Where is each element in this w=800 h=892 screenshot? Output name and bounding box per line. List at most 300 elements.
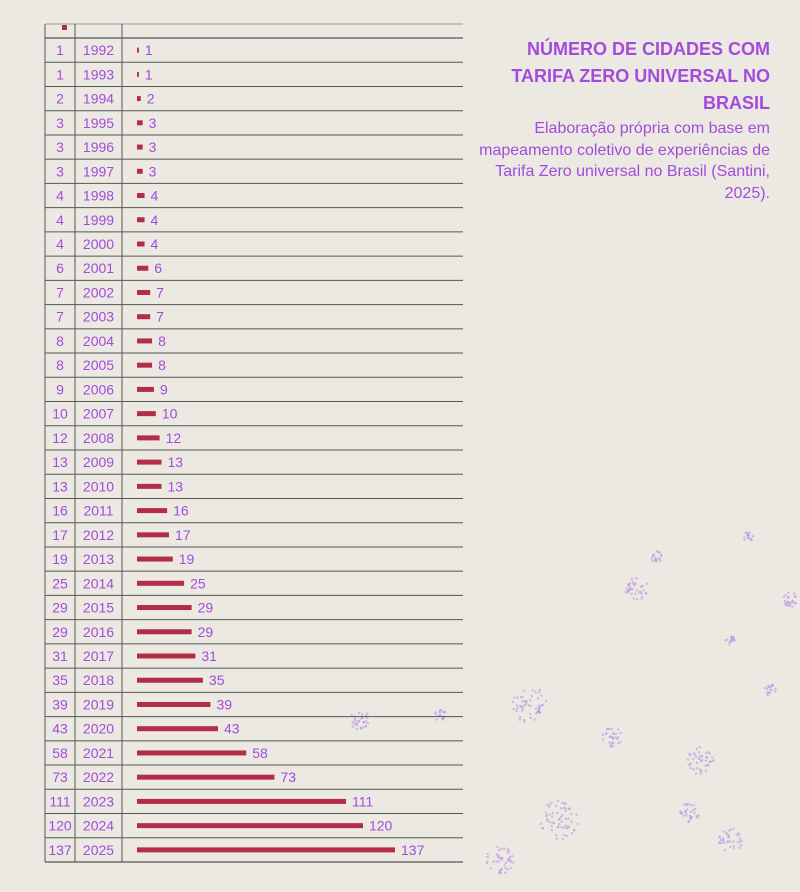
decorative-dot	[360, 727, 362, 729]
decorative-dot	[529, 717, 531, 719]
decorative-dot	[794, 602, 796, 604]
decorative-dot	[523, 700, 525, 702]
decorative-dot	[610, 746, 612, 748]
decorative-dot	[519, 718, 521, 720]
decorative-dot	[787, 592, 789, 594]
table-row	[56, 212, 158, 228]
decorative-dot	[698, 751, 700, 753]
decorative-dot	[728, 834, 730, 836]
decorative-dot	[512, 861, 514, 863]
decorative-dot	[687, 758, 689, 760]
decorative-dot	[548, 821, 550, 823]
decorative-dot	[365, 720, 367, 722]
decorative-dot	[785, 594, 787, 596]
value-cell: 13	[52, 478, 68, 495]
value-cell: 58	[52, 744, 68, 761]
decorative-dot	[362, 726, 364, 728]
table-row	[56, 115, 157, 131]
decorative-dot	[575, 813, 577, 815]
decorative-dot	[605, 732, 607, 734]
table-row	[52, 696, 232, 712]
year-label: 1996	[82, 139, 115, 156]
decorative-dot	[504, 872, 506, 874]
table-row	[56, 139, 157, 155]
decorative-dot	[523, 704, 525, 706]
decorative-dot	[535, 707, 537, 709]
decorative-dot	[556, 838, 558, 840]
decorative-dot	[566, 827, 568, 829]
decorative-dot	[739, 837, 741, 839]
value-cell: 8	[56, 332, 64, 349]
table-row	[48, 842, 424, 858]
decorative-dot	[609, 728, 611, 730]
bar-value-label: 4	[150, 211, 159, 228]
decorative-dot	[557, 800, 559, 802]
decorative-dot	[707, 764, 709, 766]
value-cell: 3	[56, 163, 64, 180]
year-label: 2024	[82, 817, 115, 834]
decorative-dot	[704, 765, 706, 767]
decorative-dot	[546, 820, 548, 822]
decorative-dot	[683, 803, 685, 805]
decorative-dot	[696, 748, 698, 750]
decorative-dot	[441, 718, 443, 720]
decorative-dot	[787, 597, 789, 599]
decorative-dot	[629, 582, 631, 584]
decorative-dot	[737, 841, 739, 843]
bar-value-label: 58	[252, 744, 268, 761]
decorative-dot	[690, 811, 692, 813]
value-cell: 1	[56, 42, 64, 59]
year-label: 1994	[82, 90, 115, 107]
decorative-dot	[565, 807, 567, 809]
table-row	[56, 357, 166, 373]
decorative-dot	[549, 803, 551, 805]
decorative-dot	[365, 725, 367, 727]
year-label: 2007	[82, 405, 115, 422]
year-label: 2021	[82, 744, 115, 761]
decorative-dot	[521, 700, 523, 702]
decorative-dot	[510, 867, 512, 869]
value-cell: 73	[52, 769, 68, 786]
decorative-dot	[771, 689, 773, 691]
decorative-dot	[733, 840, 735, 842]
bar-value-label: 6	[154, 260, 163, 277]
decorative-dot	[660, 555, 662, 557]
decorative-dot	[551, 822, 553, 824]
decorative-dot	[701, 759, 703, 761]
decorative-dot	[538, 705, 540, 707]
decorative-dot	[357, 720, 359, 722]
bar	[137, 48, 139, 53]
decorative-dot	[539, 689, 541, 691]
decorative-dot	[546, 804, 548, 806]
decorative-dot	[516, 707, 518, 709]
bar-value-label: 73	[280, 769, 297, 786]
decorative-dot	[537, 707, 539, 709]
table-row	[49, 793, 373, 809]
decorative-dot	[612, 732, 614, 734]
decorative-dot	[730, 828, 732, 830]
decorative-dot	[727, 840, 729, 842]
bar-value-label: 43	[223, 720, 240, 737]
decorative-dot	[689, 815, 691, 817]
bar	[137, 678, 203, 683]
year-label: 2015	[82, 599, 115, 616]
value-cell: 6	[56, 260, 64, 277]
decorative-dot	[617, 742, 619, 744]
decorative-dot	[646, 582, 648, 584]
decorative-dot	[513, 697, 515, 699]
year-label: 1997	[82, 163, 115, 180]
decorative-dot	[521, 710, 523, 712]
bar	[137, 605, 192, 610]
chart-subtitle: Elaboração própria com base em mapeamento coletivo de experiências de Tarifa Zero universal no Brasil (Santini, 2025).	[479, 120, 770, 202]
decorative-dot	[551, 825, 553, 827]
decorative-dot	[744, 532, 746, 534]
decorative-dot	[642, 589, 644, 591]
decorative-dot	[726, 833, 728, 835]
bar	[137, 266, 148, 271]
decorative-dot	[658, 557, 660, 559]
decorative-dot	[688, 753, 690, 755]
year-label: 2025	[82, 841, 115, 858]
bar	[137, 847, 395, 852]
bar	[137, 823, 363, 828]
decorative-dot	[490, 867, 492, 869]
bar-value-label: 35	[208, 672, 225, 689]
bar-value-label: 2	[146, 90, 155, 107]
table-row	[52, 672, 224, 688]
decorative-dot	[619, 732, 621, 734]
value-cell: 29	[52, 599, 68, 616]
decorative-dot	[653, 553, 655, 555]
decorative-dot	[687, 821, 689, 823]
decorative-dot	[486, 862, 488, 864]
bar	[137, 72, 139, 77]
value-cell: 17	[52, 526, 68, 543]
bar	[137, 314, 150, 319]
bar-value-label: 29	[197, 623, 214, 640]
decorative-dot	[520, 706, 522, 708]
decorative-dot	[679, 810, 681, 812]
decorative-dot	[610, 743, 612, 745]
value-cell: 19	[52, 551, 68, 568]
table-row	[52, 454, 183, 470]
bar	[137, 484, 161, 489]
decorative-dot	[632, 581, 634, 583]
decorative-dot	[507, 851, 509, 853]
decorative-dot	[636, 589, 638, 591]
decorative-dot	[766, 688, 768, 690]
decorative-dot	[561, 802, 563, 804]
value-cell: 7	[56, 284, 64, 301]
bar	[137, 217, 145, 222]
year-label: 2000	[82, 236, 115, 252]
decorative-dot	[366, 712, 368, 714]
table-row	[56, 163, 157, 179]
decorative-dot	[515, 710, 517, 712]
decorative-dot	[686, 808, 688, 810]
bar	[137, 654, 195, 659]
decorative-dot	[733, 639, 735, 641]
bar	[137, 411, 156, 416]
decorative-dot	[682, 815, 684, 817]
table-row	[52, 503, 189, 519]
decorative-dot	[558, 823, 560, 825]
decorative-dot	[769, 686, 771, 688]
decorative-dot	[690, 767, 692, 769]
bar	[137, 193, 145, 198]
decorative-dot	[718, 841, 720, 843]
decorative-dot	[658, 551, 660, 553]
decorative-dot	[548, 806, 550, 808]
bar-value-label: 3	[148, 114, 157, 131]
decorative-dot	[718, 836, 720, 838]
bar-value-label: 7	[156, 308, 164, 325]
table-row	[52, 745, 268, 761]
decorative-dot	[791, 606, 793, 608]
year-label: 2002	[82, 284, 115, 301]
year-label: 2001	[82, 260, 115, 277]
decorative-dot	[363, 721, 365, 723]
decorative-dot	[774, 688, 776, 690]
decorative-dot	[563, 834, 565, 836]
decorative-dot	[523, 719, 525, 721]
bar	[137, 799, 346, 804]
decorative-dot	[656, 550, 658, 552]
decorative-dot	[564, 803, 566, 805]
value-cell: 120	[48, 817, 72, 834]
decorative-dot	[570, 821, 572, 823]
decorative-dot	[791, 600, 793, 602]
decorative-dot	[631, 593, 633, 595]
decorative-dot	[692, 758, 694, 760]
year-label: 2020	[82, 720, 115, 737]
decorative-dot	[705, 770, 707, 772]
decorative-dot	[724, 849, 726, 851]
table-row	[52, 769, 296, 785]
value-cell: 4	[56, 236, 64, 252]
decorative-dot	[636, 598, 638, 600]
decorative-dot	[730, 641, 732, 643]
decorative-dot	[507, 868, 509, 870]
value-cell: 4	[56, 187, 64, 204]
bar	[137, 363, 152, 368]
table-row	[56, 260, 162, 276]
year-label: 2013	[82, 551, 115, 568]
year-label: 1995	[82, 114, 115, 131]
decorative-dot	[733, 828, 735, 830]
bar	[137, 629, 192, 634]
decorative-dot	[690, 804, 692, 806]
decorative-dot	[512, 701, 514, 703]
decorative-dot	[571, 832, 573, 834]
decorative-dot	[713, 759, 715, 761]
decorative-dot	[685, 812, 687, 814]
decorative-dot	[699, 768, 701, 770]
decorative-dot	[516, 704, 518, 706]
table-row	[56, 66, 153, 82]
decorative-dot	[505, 867, 507, 869]
decorative-dot	[549, 813, 551, 815]
decorative-dot	[639, 591, 641, 593]
bar	[137, 169, 143, 174]
bar-value-label: 7	[156, 284, 164, 301]
decorative-dot	[538, 691, 540, 693]
year-label: 2019	[82, 696, 115, 713]
decorative-dot	[503, 847, 505, 849]
decorative-dot	[747, 534, 749, 536]
value-cell: 35	[52, 672, 68, 689]
decorative-dot	[693, 812, 695, 814]
decorative-dot	[738, 847, 740, 849]
value-cell: 1	[56, 66, 64, 83]
bar-value-label: 4	[150, 236, 159, 252]
decorative-dot	[705, 752, 707, 754]
table-row	[56, 284, 164, 300]
decorative-dot	[496, 853, 498, 855]
decorative-dot	[356, 723, 358, 725]
decorative-dot	[609, 736, 611, 738]
decorative-dot	[767, 685, 769, 687]
decorative-dot	[732, 845, 734, 847]
table-row	[56, 188, 158, 204]
decorative-dot	[705, 760, 707, 762]
decorative-dot	[573, 829, 575, 831]
decorative-dot	[534, 691, 536, 693]
bar-value-label: 25	[190, 575, 206, 592]
decorative-dot	[720, 839, 722, 841]
decorative-dot	[505, 862, 507, 864]
bar	[137, 145, 143, 150]
decorative-dot	[498, 849, 500, 851]
decorative-dot	[366, 717, 368, 719]
decorative-dot	[627, 589, 629, 591]
decorative-dot	[500, 848, 502, 850]
decorative-dot	[507, 848, 509, 850]
decorative-dot	[612, 741, 614, 743]
decorative-dot	[565, 825, 567, 827]
decorative-dot	[736, 834, 738, 836]
table-row	[56, 42, 153, 58]
decorative-dot	[645, 592, 647, 594]
decorative-dot	[722, 839, 724, 841]
year-label: 1998	[82, 187, 115, 204]
decorative-dot	[434, 711, 436, 713]
table-row	[56, 91, 155, 107]
decorative-dot	[565, 818, 567, 820]
decorative-dot	[617, 736, 619, 738]
decorative-dot	[732, 636, 734, 638]
decorative-dot	[577, 823, 579, 825]
decorative-dot	[568, 808, 570, 810]
bar	[137, 387, 154, 392]
decorative-dot	[532, 689, 534, 691]
decorative-dot	[556, 812, 558, 814]
decorative-dot	[566, 835, 568, 837]
decorative-dot	[487, 853, 489, 855]
value-cell: 31	[52, 648, 68, 664]
value-cell: 16	[52, 502, 68, 519]
table-row	[52, 430, 181, 446]
bar	[137, 532, 169, 537]
decorative-dot	[785, 604, 787, 606]
decorative-dot	[550, 802, 552, 804]
decorative-dot	[685, 814, 687, 816]
decorative-dot	[707, 751, 709, 753]
value-cell: 25	[52, 575, 68, 592]
value-cell: 111	[49, 793, 71, 810]
decorative-dot	[641, 585, 643, 587]
value-cell: 2	[56, 90, 64, 107]
decorative-dot	[560, 807, 562, 809]
decorative-dot	[696, 815, 698, 817]
decorative-dot	[695, 756, 697, 758]
year-label: 2012	[82, 526, 115, 543]
year-label: 2014	[82, 575, 115, 592]
table-row	[52, 600, 213, 616]
decorative-dot	[555, 805, 557, 807]
decorative-dot	[724, 639, 726, 641]
bar	[137, 557, 173, 562]
decorative-dot	[525, 701, 527, 703]
decorative-dot	[750, 539, 752, 541]
decorative-dot	[709, 761, 711, 763]
decorative-dot	[693, 768, 695, 770]
decorative-dot	[551, 829, 553, 831]
decorative-dot	[706, 756, 708, 758]
value-cell: 29	[52, 623, 68, 640]
decorative-dot	[531, 695, 533, 697]
decorative-dot	[352, 725, 354, 727]
decorative-dot	[602, 734, 604, 736]
decorative-dot	[726, 639, 728, 641]
decorative-dot	[634, 593, 636, 595]
decorative-dot	[492, 861, 494, 863]
decorative-dot	[693, 804, 695, 806]
bar-value-label: 31	[201, 648, 217, 664]
decorative-dot	[562, 838, 564, 840]
decorative-dot	[631, 588, 633, 590]
decorative-dot	[561, 821, 563, 823]
value-cell: 9	[56, 381, 64, 398]
decorative-dot	[496, 860, 498, 862]
decorative-dot	[728, 829, 730, 831]
bar-value-label: 8	[158, 357, 166, 374]
decorative-dot	[496, 846, 498, 848]
decorative-dot	[685, 803, 687, 805]
decorative-dot	[360, 717, 362, 719]
table-row	[56, 333, 166, 349]
bar	[137, 242, 145, 247]
bar	[137, 775, 274, 780]
year-label: 1999	[82, 211, 115, 228]
decorative-dot	[555, 834, 557, 836]
decorative-dot	[740, 844, 742, 846]
bar-value-label: 39	[216, 696, 233, 713]
decorative-dot	[606, 728, 608, 730]
year-label: 2004	[82, 332, 115, 349]
decorative-dot	[739, 841, 741, 843]
year-label: 2010	[82, 478, 115, 495]
decorative-dot	[439, 711, 441, 713]
decorative-dot	[628, 585, 630, 587]
value-cell: 4	[56, 211, 64, 228]
decorative-dot	[500, 857, 502, 859]
decorative-dot	[529, 699, 531, 701]
decorative-dot	[641, 596, 643, 598]
